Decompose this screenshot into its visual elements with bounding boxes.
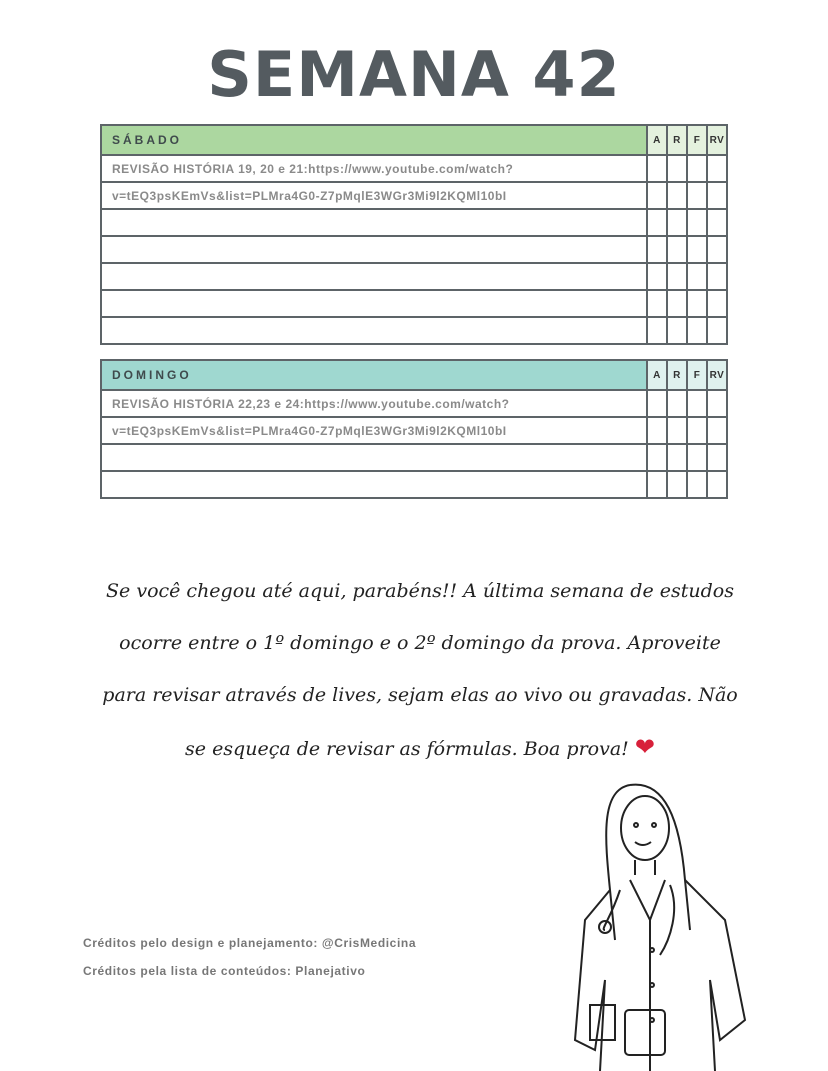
check-cell-rv[interactable] [707, 155, 727, 182]
check-cell-rv[interactable] [707, 417, 727, 444]
day-label: SÁBADO [101, 125, 647, 155]
check-cell-a[interactable] [647, 263, 667, 290]
check-cell-r[interactable] [667, 263, 687, 290]
task-cell[interactable] [101, 471, 647, 498]
column-header-rv: RV [707, 125, 727, 155]
column-header-r: R [667, 360, 687, 390]
table-row [101, 155, 727, 182]
table-row [101, 390, 727, 417]
table-row [101, 290, 727, 317]
day-label: DOMINGO [101, 360, 647, 390]
check-cell-rv[interactable] [707, 209, 727, 236]
task-cell[interactable] [101, 317, 647, 344]
column-header-f: F [687, 360, 707, 390]
day-header-row [101, 125, 727, 155]
check-cell-a[interactable] [647, 290, 667, 317]
table-row [101, 263, 727, 290]
check-cell-rv[interactable] [707, 263, 727, 290]
task-cell[interactable] [101, 209, 647, 236]
check-cell-f[interactable] [687, 417, 707, 444]
check-cell-r[interactable] [667, 390, 687, 417]
check-cell-a[interactable] [647, 155, 667, 182]
table-row [101, 182, 727, 209]
page-title: SEMANA 42 [207, 38, 621, 111]
column-header-r: R [667, 125, 687, 155]
check-cell-rv[interactable] [707, 317, 727, 344]
column-header-a: A [647, 125, 667, 155]
check-cell-rv[interactable] [707, 290, 727, 317]
table-row [101, 444, 727, 471]
doctor-illustration [570, 780, 760, 1071]
table-row [101, 209, 727, 236]
check-cell-a[interactable] [647, 444, 667, 471]
table-row [101, 471, 727, 498]
column-header-f: F [687, 125, 707, 155]
check-cell-a[interactable] [647, 209, 667, 236]
check-cell-r[interactable] [667, 290, 687, 317]
check-cell-a[interactable] [647, 317, 667, 344]
table-row [101, 317, 727, 344]
task-cell[interactable] [101, 290, 647, 317]
sunday-table [100, 359, 728, 499]
table-row [101, 417, 727, 444]
heart-icon: ❤ [634, 733, 655, 761]
check-cell-r[interactable] [667, 471, 687, 498]
day-header-row [101, 360, 727, 390]
task-cell[interactable]: REVISÃO HISTÓRIA 19, 20 e 21:https://www.youtube.com/watch? [101, 155, 647, 182]
check-cell-r[interactable] [667, 236, 687, 263]
task-cell[interactable] [101, 236, 647, 263]
check-cell-rv[interactable] [707, 236, 727, 263]
check-cell-f[interactable] [687, 444, 707, 471]
task-cell[interactable]: v=tEQ3psKEmVs&list=PLMra4G0-Z7pMqlE3WGr3Mi9l2KQMl10bI [101, 182, 647, 209]
column-header-a: A [647, 360, 667, 390]
check-cell-f[interactable] [687, 155, 707, 182]
table-row [101, 236, 727, 263]
check-cell-f[interactable] [687, 390, 707, 417]
check-cell-f[interactable] [687, 236, 707, 263]
check-cell-f[interactable] [687, 209, 707, 236]
check-cell-r[interactable] [667, 209, 687, 236]
check-cell-a[interactable] [647, 182, 667, 209]
saturday-table [100, 124, 728, 345]
check-cell-rv[interactable] [707, 444, 727, 471]
message-text: Se você chegou até aqui, parabéns!! A última semana de estudos ocorre entre o 1º domingo e o 2º domingo da prova. Aproveite para revisar através de lives, sejam elas ao vivo ou gravadas. Não se esqueça de revisar as fórmulas. Boa prova! [102, 580, 738, 760]
credit-content: Créditos pela lista de conteúdos: Planejativo [83, 964, 366, 978]
check-cell-rv[interactable] [707, 390, 727, 417]
check-cell-a[interactable] [647, 236, 667, 263]
check-cell-f[interactable] [687, 317, 707, 344]
check-cell-r[interactable] [667, 317, 687, 344]
check-cell-r[interactable] [667, 155, 687, 182]
check-cell-r[interactable] [667, 417, 687, 444]
check-cell-f[interactable] [687, 290, 707, 317]
task-cell[interactable] [101, 444, 647, 471]
credit-design: Créditos pelo design e planejamento: @CrisMedicina [83, 936, 417, 950]
task-cell[interactable] [101, 263, 647, 290]
check-cell-rv[interactable] [707, 182, 727, 209]
check-cell-rv[interactable] [707, 471, 727, 498]
check-cell-a[interactable] [647, 390, 667, 417]
check-cell-f[interactable] [687, 263, 707, 290]
check-cell-f[interactable] [687, 182, 707, 209]
check-cell-a[interactable] [647, 417, 667, 444]
check-cell-r[interactable] [667, 182, 687, 209]
column-header-rv: RV [707, 360, 727, 390]
check-cell-a[interactable] [647, 471, 667, 498]
check-cell-f[interactable] [687, 471, 707, 498]
check-cell-r[interactable] [667, 444, 687, 471]
closing-message [100, 565, 740, 775]
task-cell[interactable]: REVISÃO HISTÓRIA 22,23 e 24:https://www.youtube.com/watch? [101, 390, 647, 417]
task-cell[interactable]: v=tEQ3psKEmVs&list=PLMra4G0-Z7pMqlE3WGr3Mi9l2KQMl10bI [101, 417, 647, 444]
